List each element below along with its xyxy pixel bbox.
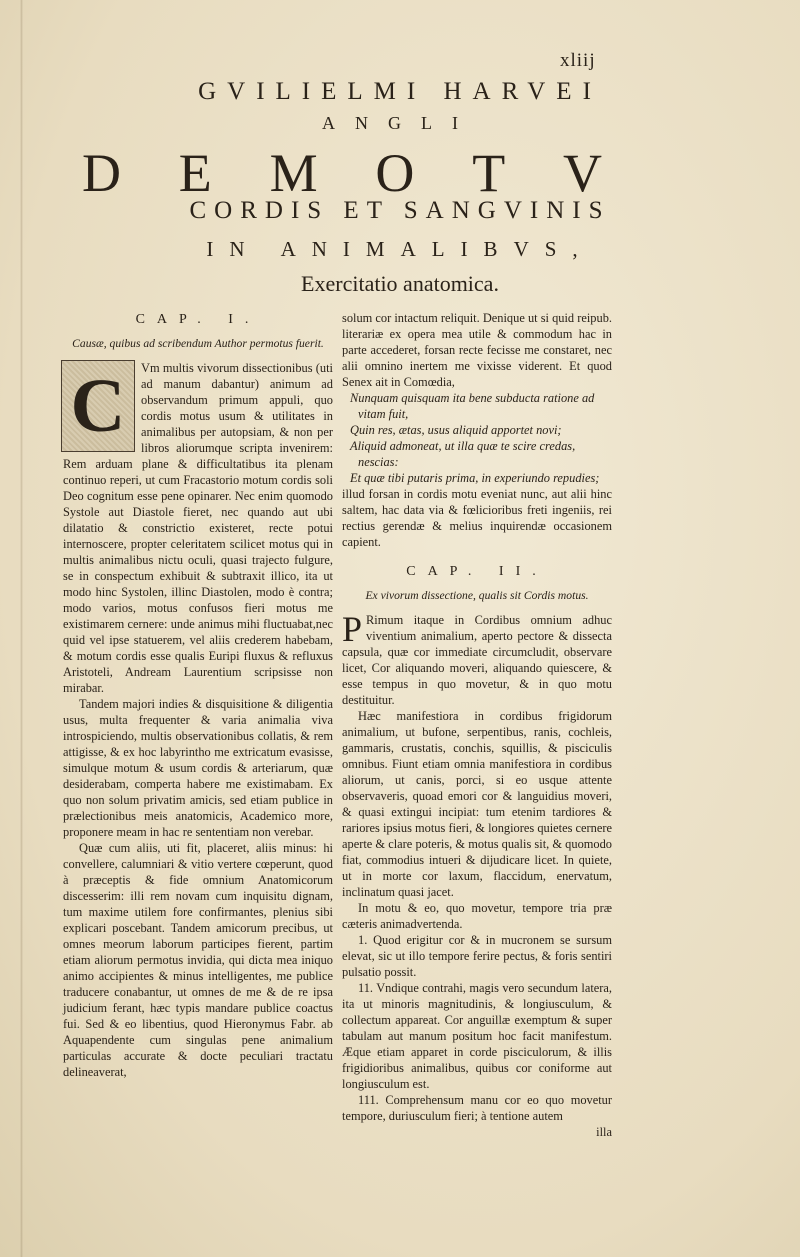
scope-line: IN ANIMALIBVS, bbox=[206, 237, 594, 261]
title-letter: O bbox=[375, 143, 415, 203]
paragraph: illud forsan in cordis motu eveniat nunc, aut alii hinc saltem, hac data via & fœlicioribus freti ingeniis, rei rectius gerendæ & melius inquirendæ occasionem capient. bbox=[342, 487, 612, 549]
chapter-heading: CAP. I. bbox=[135, 312, 261, 327]
list-item: 1. Quod erigitur cor & in mucronem se sursum elevat, sic ut illo tempore ferire pectus, & foris sentiri pulsatio possit. bbox=[342, 933, 612, 979]
chapter-heading: CAP. II. bbox=[406, 564, 548, 579]
chapter-subtitle: Causæ, quibus ad scribendum Author permotus fuerit. bbox=[72, 337, 324, 350]
title-letter: T bbox=[472, 143, 506, 203]
catchword: illa bbox=[596, 1125, 612, 1139]
paragraph: Vm multis vivorum dissectionibus (uti ad manum dabantur) animum ad observandum primum appuli, quo cordis motus usum & utilitates in animalibus per autopsiam, & non per libros aliorumque scripta invenirem: Rem arduam plane & difficultatibus ita plenam continuo reperi, ut cum Fracastorio motum cordis soli Deo cognitum esse pene opinarer. Nec enim quomodo Systole aut Diastole fieret, nec quando aut ubi dilatatio & constrictio existeret, recte potui internoscere, propter celeritatem scilicet motus qui in multis animalibus nictu oculi, quasi trajecto fulgure, se in conspectum exhibuit & subtraxit illico, ita ut modo hinc Systolen, illinc Diastolen, modo è contra; modo varios, motus confusos fieri motus me existimarem cernere: unde animus mihi fluctuabat,nec quid vel ipse statuerem, vel aliis crederem habebam, & motum cordis esse qualis Euripi fluxus & refluxus Aristoteli, Andream Laurentium scripsisse non mirabar. bbox=[63, 361, 333, 695]
verse-line: Nunquam quisquam ita bene subducta ratione ad vitam fuit, bbox=[350, 391, 595, 421]
subject-line: CORDIS ET SANGVINIS bbox=[189, 197, 611, 224]
nation-line: ANGLI bbox=[322, 113, 478, 133]
paragraph: solum cor intactum reliquit. Denique ut si quid reipub. literariæ ex opera mea utile & commodum hac in parte accederet, forsan recte fecisse me constaret, nec alii omnino inertem me vixisse viderent. Et quod Senex ait in Comœdia, bbox=[342, 311, 612, 389]
title-letter: M bbox=[269, 143, 318, 203]
chapter-subtitle: Ex vivorum dissectione, qualis sit Cordis motus. bbox=[365, 589, 589, 602]
list-item: 11. Vndique contrahi, magis vero secundum latera, ita ut minoris magnitudinis, & longiusculum, & collectum appareat. Cor anguillæ exemptum & super tabulam aut manum positum hoc facit manifestum. Æque etiam apparet in corde pisciculorum, & illis frigidioribus animalibus, quibus cor coniforme aut longiusculum est. bbox=[342, 981, 612, 1091]
verse-line: Aliquid admoneat, ut illa quæ te scire credas, nescias: bbox=[350, 439, 576, 469]
paragraph: Rimum itaque in Cordibus omnium adhuc viventium animalium, aperto pectore & dissecta capsula, quæ cor immediate circumcludit, observare licet, Cor aliquando moveri, aliquando quiescere, & esse tempus in quo movetur, & in quo motu destituitur. bbox=[342, 613, 612, 707]
initial-letter: P bbox=[342, 609, 363, 649]
title-de-motu bbox=[82, 143, 602, 203]
left-column bbox=[63, 310, 333, 1080]
paragraph: In motu & eo, quo movetur, tempore tria præ cæteris animadvertenda. bbox=[342, 901, 612, 931]
verse-line: Et quæ tibi putaris prima, in experiundo repudies; bbox=[350, 471, 600, 485]
title-letter: E bbox=[178, 143, 212, 203]
title-letter: D bbox=[82, 143, 121, 203]
page-number: xliij bbox=[560, 50, 596, 71]
right-column bbox=[342, 310, 612, 1140]
page-fold-shadow bbox=[20, 0, 23, 1257]
paragraph: Hæc manifestiora in cordibus frigidorum animalium, ut bufone, serpentibus, ranis, cochleis, gammaris, crustatis, conchis, squillis, & pisciculis omnibus. Fiunt etiam omnia manifestiora in cordibus aliorum, ut canis, porci, si eo usque attente observaveris, quoad emori cor & languidius moveri, & quasi extingui incipiat: tum etenim tardiores & rariores ipsius motus fieri, & longiores quietes cernere aperte & clare poteris, & motus qualis sit, & quomodo fiat, commodius intueri & dijudicare licet. In quiete, ut in morte cor laxum, flaccidum, enervatum, inclinatum quasi jacet. bbox=[342, 709, 612, 899]
paragraph: Tandem majori indies & disquisitione & diligentia usus, multa frequenter & varia animalia viva introspiciendo, multis observationibus collatis, & rem attigisse, & ex hoc labyrintho me extricatum evasisse, simulque motum & usum cordis & arteriarum, quæ desiderabam, comperta habere me existimabam. Ex quo non solum privatim amicis, sed etiam publice in prælectionibus meis anatomicis, Academico more, proponere meam in hac re sententiam non verebar. bbox=[63, 697, 333, 839]
list-item: 111. Comprehensum manu cor eo quo movetur tempore, duriusculum fieri; à tentione autem bbox=[342, 1093, 612, 1123]
ornamental-initial: C bbox=[61, 360, 135, 452]
title-letter: V bbox=[563, 143, 602, 203]
author-line: GVILIELMI HARVEI bbox=[198, 78, 602, 105]
genre-line: Exercitatio anatomica. bbox=[301, 271, 499, 296]
verse-line: Quin res, ætas, usus aliquid apportet novi; bbox=[350, 423, 562, 437]
paragraph: Quæ cum aliis, uti fit, placeret, aliis minus: hi convellere, calumniari & vitio vertere cœperunt, quod à præceptis & fide omnium Anatomicorum discesserim: illi rem novam cum inquisitu dignam, tum maxime utilem fore confirmantes, plenius sibi explicari poscebant. Tandem amicorum precibus, ut omnes meorum laborum participes fierent, partim etiam aliorum permotus invidia, qui dicta mea iniquo animo accipientes & minus intelligentes, me publice traducere conabantur, ut omnes de me & de re ipsa judicium ferant, hæc typis mandare publice coactus fui. Sed & eo libentius, quod Hieronymus Fabr. ab Aquapendente cum singulas pene animalium particulas accurate & docte peculiari tractatu delineaverat, bbox=[63, 841, 333, 1079]
